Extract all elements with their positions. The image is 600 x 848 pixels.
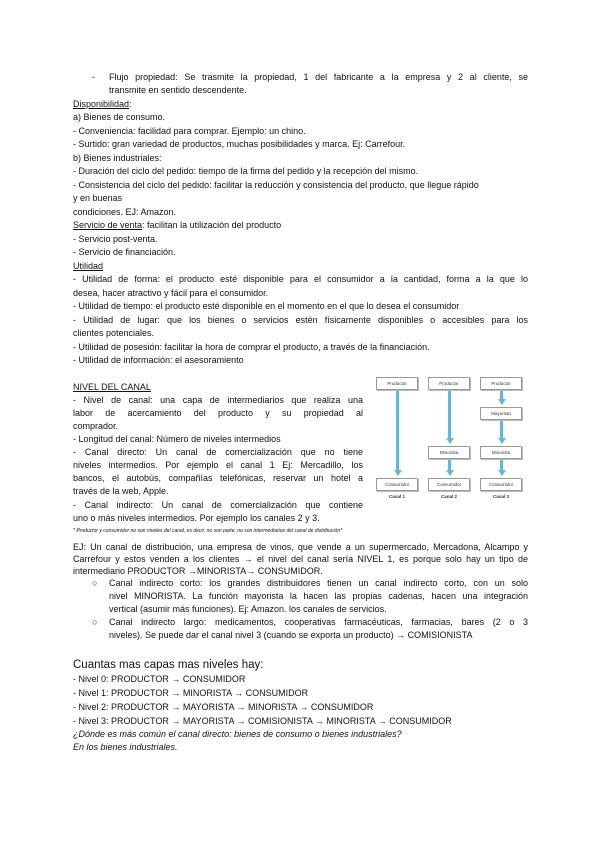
text-line: - Utilidad de información: el asesoramiento (73, 355, 244, 365)
channel-diagram (372, 374, 528, 504)
heading-text: Servicio de venta (73, 220, 143, 230)
text-line: b) Bienes industriales: (73, 153, 162, 163)
heading-servicio (73, 219, 528, 231)
heading-text: Disponibilidad (73, 99, 130, 109)
subheading-cuantas-capas: Cuantas mas capas mas niveles hay: (73, 659, 264, 671)
text-line: - Utilidad de forma: el producto esté disponible para el consumidor a la cantidad, forma a la que lo (73, 274, 528, 284)
text-line: - Conveniencia: facilidad para comprar. Ejemplo: un chino. (73, 126, 306, 136)
text-line: - Nivel 2: PRODUCTOR → MAYORISTA → MINORISTA → CONSUMIDOR (73, 702, 374, 712)
text-line: - Servicio de financiación. (73, 247, 176, 257)
diagram-box-minorista: Minorista (480, 446, 522, 459)
diagram-arrow-shaft (448, 391, 451, 439)
text-line: - Nivel de canal: una capa de intermediarios que realiza una (73, 395, 363, 405)
heading-disponibilidad (73, 98, 528, 110)
diagram-arrow-head (446, 438, 454, 444)
text-line: - Nivel 0: PRODUCTOR → CONSUMIDOR (73, 674, 246, 684)
text-line: - Nivel 1: PRODUCTOR → MINORISTA → CONSUMIDOR (73, 688, 309, 698)
text-line: Canal indirecto largo: medicamentos, cooperativas farmacéuticas, farmacias, bares (2 o 3 (109, 617, 528, 627)
text-line: - Canal directo: Un canal de comercialización que no tiene (73, 447, 363, 457)
text-line: - Duración del ciclo del pedido: tiempo de la firma del pedido y la recepción del mismo. (73, 166, 419, 176)
text-line: Carrefour y estos venden a los clientes → el nivel del canal sería NIVEL 1, es porque solo hay un tipo de (73, 554, 528, 564)
heading-rest: : facilitan la utilización del producto (142, 220, 282, 230)
text-line: Canal indirecto corto: los grandes distribuidores tienen un canal indirecto corto, con un solo (109, 578, 528, 588)
text-line: comprador. (73, 421, 119, 431)
text-line: - Consistencia del ciclo del pedido: facilitar la reducción y consistencia del producto, que llegue rápido (73, 180, 479, 190)
text-line: través de la web, Apple. (73, 486, 169, 496)
text-line: labor de acercamiento del producto y su propiedad al (73, 408, 363, 418)
text-line: bancos, el autobús, compañías telefónicas, reservar un hotel a (73, 473, 363, 483)
circle-bullet: ○ (92, 617, 98, 627)
diagram-box-minorista: Minorista (428, 446, 470, 459)
diagram-arrow-head (498, 438, 506, 444)
diagram-box-productor: Productor (480, 377, 522, 390)
diagram-caption-canal-3: Canal 3 (492, 494, 509, 499)
text-line: - Servicio post-venta. (73, 234, 158, 244)
question-line: ¿Dónde es más común el canal directo: bienes de consumo o bienes industriales? (73, 729, 402, 739)
heading-colon: : (129, 99, 132, 109)
text-line: - Utilidad de posesión: facilitar la hora de comprar el producto, a través de la financiación. (73, 342, 430, 352)
text-line: - Nivel 3: PRODUCTOR → MAYORISTA → COMISIONISTA → MINORISTA → CONSUMIDOR (73, 716, 452, 726)
dash-bullet: - (92, 72, 95, 82)
diagram-arrow-head (446, 470, 454, 476)
text-line: - Utilidad de tiempo: el producto esté disponible en el momento en el que lo desea el consumidor (73, 301, 460, 311)
heading-nivel-canal: NIVEL DEL CANAL (73, 382, 151, 392)
text-line: intermediario PRODUCTOR →MINORISTA→ CONSUMIDOR. (73, 566, 323, 576)
diagram-arrow-shaft (500, 421, 503, 439)
footnote: * Productor y consumidor no son niveles del canal, es decir, no son parte, no son intermediarios del canal de distribución* (73, 528, 343, 534)
text-line: nivel MINORISTA. La función mayorista la hacen las propias cadenas, hacen una integración (109, 591, 528, 601)
text-line: uno o más niveles intermedios. Por ejemplo los canales 2 y 3. (73, 513, 320, 523)
text-line: a) Bienes de consumo. (73, 112, 166, 122)
text-line: desea, hacer atractivo y fácil para el consumidor. (73, 288, 269, 298)
diagram-arrow-head (498, 470, 506, 476)
text-line: niveles intermedios. Por ejemplo el canal 1 Ej: Mercadillo, los (73, 460, 363, 470)
diagram-box-consumidor: Consumidor (480, 478, 522, 491)
diagram-box-productor: Productor (428, 377, 470, 390)
answer-line: En los bienes industriales. (73, 742, 178, 752)
diagram-box-consumidor: Consumidor (376, 478, 418, 491)
text-line: niveles). Se puede dar el canal nivel 3 (cuando se exporta un producto) → COMISIONISTA (109, 630, 473, 640)
text-line: - Longitud del canal: Número de niveles intermedios (73, 434, 281, 444)
text-line: y en buenas (73, 193, 123, 203)
text-line: - Surtido: gran variedad de productos, muchas posibilidades y marca. Ej: Carrefour. (73, 139, 406, 149)
diagram-box-mayorista: Mayorista (480, 407, 522, 420)
text-line: clientes potenciales. (73, 328, 155, 338)
text-line: - Canal indirecto: Un canal de comercialización que contiene (73, 500, 363, 510)
text-line: vertical (asumir más funciones). Ej: Amazon. los canales de servicios. (109, 604, 387, 614)
text-line: condiciones. EJ: Amazon. (73, 207, 177, 217)
text-line: EJ: Un canal de distribución, una empresa de vinos, que vende a un supermercado, Mercadona, Alcampo y (73, 542, 528, 552)
diagram-caption-canal-1: Canal 1 (388, 494, 405, 499)
text-line: - Utilidad de lugar: que los bienes o servicios estén físicamente disponibles o accesibles para los (73, 315, 528, 325)
diagram-caption-canal-2: Canal 2 (440, 494, 457, 499)
diagram-box-consumidor: Consumidor (428, 478, 470, 491)
diagram-arrow-head (498, 399, 506, 405)
diagram-arrow-shaft (396, 391, 399, 471)
text-line: transmite en sentido descendente. (109, 85, 247, 95)
diagram-box-productor: Productor (376, 377, 418, 390)
circle-bullet: ○ (92, 578, 98, 588)
heading-utilidad: Utilidad (73, 261, 104, 271)
diagram-arrow-head (394, 470, 402, 476)
text-line: Flujo propiedad: Se trasmite la propiedad, 1 del fabricante a la empresa y 2 al cliente, se (109, 72, 528, 82)
